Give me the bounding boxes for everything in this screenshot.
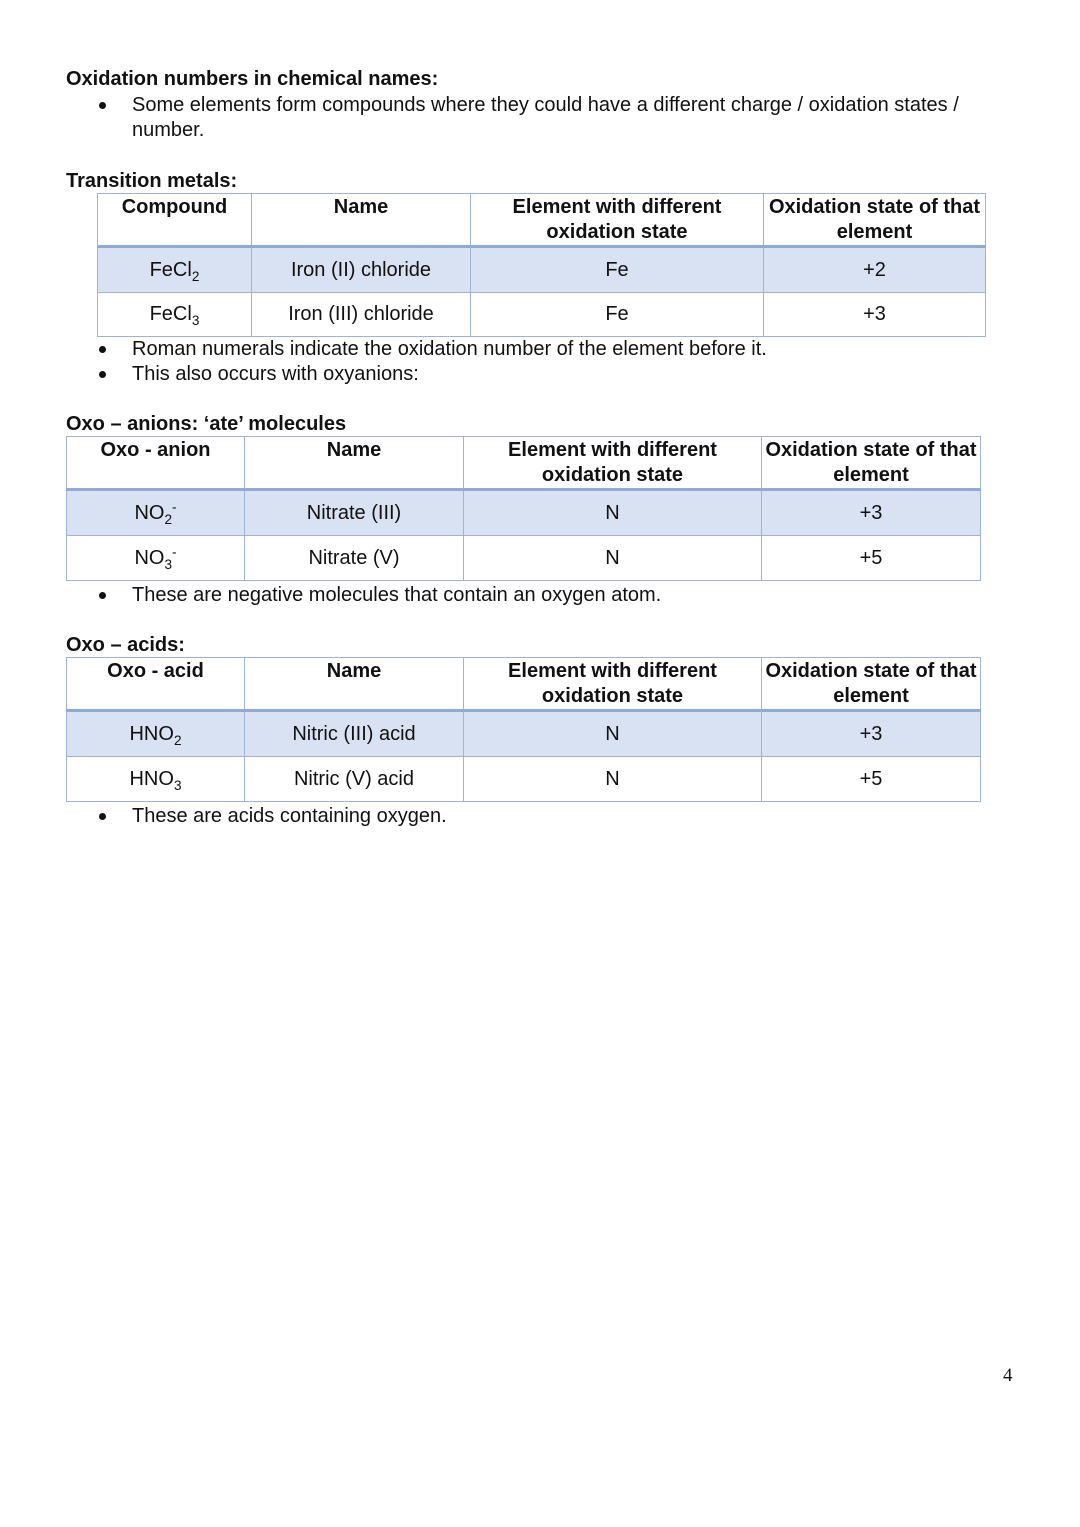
- state-cell: +3: [764, 293, 986, 337]
- bullet-item: This also occurs with oxyanions:: [98, 362, 978, 387]
- state-cell: +3: [762, 711, 981, 757]
- name-cell: Nitric (V) acid: [245, 757, 464, 802]
- column-header: Element with different oxidation state: [471, 194, 764, 247]
- column-header: Oxidation state of that element: [762, 658, 981, 711]
- section-title-oxo-anions: Oxo – anions: ‘ate’ molecules: [66, 413, 347, 435]
- oxo-acids-table: [66, 657, 981, 802]
- oxo-anions-table: [66, 436, 981, 581]
- column-header: Name: [252, 194, 471, 247]
- section-title-oxidation-numbers: Oxidation numbers in chemical names:: [66, 68, 439, 90]
- table-header-row: [67, 437, 981, 490]
- transition-metals-table: [97, 193, 986, 337]
- name-cell: Nitrate (V): [245, 536, 464, 581]
- element-cell: Fe: [471, 247, 764, 293]
- bullet-item: These are negative molecules that contain an oxygen atom.: [98, 583, 978, 608]
- section-title-transition-metals: Transition metals:: [66, 170, 238, 192]
- column-header: Element with different oxidation state: [464, 437, 762, 490]
- name-cell: Nitric (III) acid: [245, 711, 464, 757]
- element-cell: Fe: [471, 293, 764, 337]
- table-row: [67, 757, 981, 802]
- state-cell: +2: [764, 247, 986, 293]
- bullet-item: Some elements form compounds where they could have a different charge / oxidation states / number.: [98, 93, 978, 143]
- column-header: Oxo - acid: [67, 658, 245, 711]
- column-header: Oxidation state of that element: [762, 437, 981, 490]
- column-header: Element with different oxidation state: [464, 658, 762, 711]
- table-row: [67, 490, 981, 536]
- element-cell: N: [464, 536, 762, 581]
- name-cell: Iron (III) chloride: [252, 293, 471, 337]
- table-row: [67, 536, 981, 581]
- oxo-acids-bullet-list: [98, 804, 978, 829]
- section1-bullet-list: [98, 93, 978, 143]
- table-header-row: [67, 658, 981, 711]
- formula-cell: $NO_3^-$: [67, 536, 245, 581]
- table-row: [98, 247, 986, 293]
- column-header: Compound: [98, 194, 252, 247]
- formula-cell: $NO_2^-$: [67, 490, 245, 536]
- element-cell: N: [464, 490, 762, 536]
- state-cell: +3: [762, 490, 981, 536]
- formula-cell: FeCl$_2$: [98, 247, 252, 293]
- table-row: [67, 711, 981, 757]
- name-cell: Iron (II) chloride: [252, 247, 471, 293]
- name-cell: Nitrate (III): [245, 490, 464, 536]
- oxo-anions-bullet-list: [98, 583, 978, 608]
- section-title-oxo-acids: Oxo – acids:: [66, 634, 185, 656]
- page-number: 4: [1003, 1365, 1013, 1386]
- formula-cell: $HNO_3$: [67, 757, 245, 802]
- column-header: Oxo - anion: [67, 437, 245, 490]
- column-header: Name: [245, 658, 464, 711]
- transition-metals-bullet-list: [98, 337, 978, 387]
- state-cell: +5: [762, 757, 981, 802]
- element-cell: N: [464, 757, 762, 802]
- table-row: [98, 293, 986, 337]
- table-header-row: [98, 194, 986, 247]
- column-header: Name: [245, 437, 464, 490]
- formula-cell: $HNO_2$: [67, 711, 245, 757]
- bullet-item: These are acids containing oxygen.: [98, 804, 978, 829]
- element-cell: N: [464, 711, 762, 757]
- column-header: Oxidation state of that element: [764, 194, 986, 247]
- formula-cell: FeCl$_3$: [98, 293, 252, 337]
- state-cell: +5: [762, 536, 981, 581]
- bullet-item: Roman numerals indicate the oxidation number of the element before it.: [98, 337, 978, 362]
